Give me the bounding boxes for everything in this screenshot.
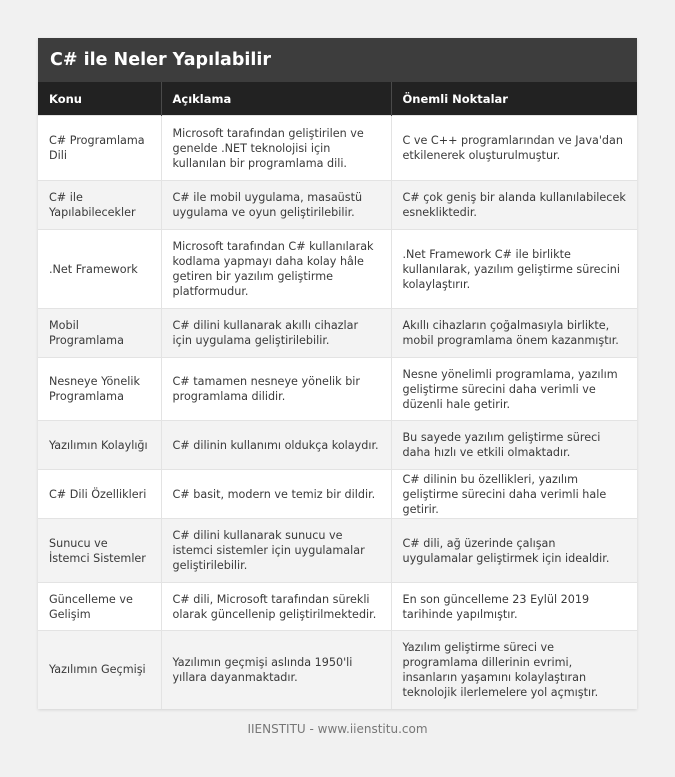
table-row [38, 116, 637, 181]
info-card [38, 38, 637, 709]
cell-onemli: Bu sayede yazılım geliştirme süreci daha hızlı ve etkili olmaktadır. [391, 421, 637, 470]
cell-konu: .Net Framework [38, 230, 161, 309]
table-row [38, 470, 637, 519]
cell-onemli: Yazılım geliştirme süreci ve programlama dillerinin evrimi, insanların yaşamını kolaylaştıran teknolojik ilerlemelere yol açmıştır. [391, 631, 637, 709]
column-header-onemli-noktalar: Önemli Noktalar [391, 82, 637, 116]
cell-konu: Yazılımın Kolaylığı [38, 421, 161, 470]
cell-aciklama: Yazılımın geçmişi aslında 1950'li yıllara dayanmaktadır. [161, 631, 391, 709]
cell-konu: C# Programlama Dili [38, 116, 161, 181]
cell-aciklama: C# ile mobil uygulama, masaüstü uygulama ve oyun geliştirilebilir. [161, 181, 391, 230]
table-row [38, 309, 637, 358]
data-table [38, 82, 637, 709]
table-row [38, 631, 637, 709]
cell-konu: C# ile Yapılabilecekler [38, 181, 161, 230]
table-row [38, 358, 637, 421]
table-row [38, 181, 637, 230]
cell-onemli: C# çok geniş bir alanda kullanılabilecek esnekliktedir. [391, 181, 637, 230]
cell-konu: Mobil Programlama [38, 309, 161, 358]
cell-onemli: C# dilinin bu özellikleri, yazılım geliştirme sürecini daha verimli hale getirir. [391, 470, 637, 519]
table-row [38, 583, 637, 631]
cell-onemli: C ve C++ programlarından ve Java'dan etkilenerek oluşturulmuştur. [391, 116, 637, 181]
cell-aciklama: C# dili, Microsoft tarafından sürekli olarak güncellenip geliştirilmektedir. [161, 583, 391, 631]
cell-konu: C# Dili Özellikleri [38, 470, 161, 519]
cell-konu: Güncelleme ve Gelişim [38, 583, 161, 631]
table-row [38, 519, 637, 583]
table-row [38, 421, 637, 470]
column-header-aciklama: Açıklama [161, 82, 391, 116]
column-header-konu: Konu [38, 82, 161, 116]
cell-aciklama: Microsoft tarafından C# kullanılarak kodlama yapmayı daha kolay hâle getiren bir yazılım geliştirme platformudur. [161, 230, 391, 309]
cell-konu: Sunucu ve İstemci Sistemler [38, 519, 161, 583]
table-row [38, 230, 637, 309]
cell-aciklama: C# dilini kullanarak sunucu ve istemci sistemler için uygulamalar geliştirilebilir. [161, 519, 391, 583]
cell-aciklama: C# dilini kullanarak akıllı cihazlar için uygulama geliştirilebilir. [161, 309, 391, 358]
cell-onemli: .Net Framework C# ile birlikte kullanılarak, yazılım geliştirme sürecini kolaylaştırır. [391, 230, 637, 309]
header-row [38, 82, 637, 116]
cell-aciklama: Microsoft tarafından geliştirilen ve genelde .NET teknolojisi için kullanılan bir programlama dili. [161, 116, 391, 181]
cell-onemli: C# dili, ağ üzerinde çalışan uygulamalar geliştirmek için idealdir. [391, 519, 637, 583]
cell-aciklama: C# dilinin kullanımı oldukça kolaydır. [161, 421, 391, 470]
cell-onemli: En son güncelleme 23 Eylül 2019 tarihinde yapılmıştır. [391, 583, 637, 631]
cell-aciklama: C# tamamen nesneye yönelik bir programlama dilidir. [161, 358, 391, 421]
cell-aciklama: C# basit, modern ve temiz bir dildir. [161, 470, 391, 519]
cell-onemli: Nesne yönelimli programlama, yazılım geliştirme sürecini daha verimli ve düzenli hale getirir. [391, 358, 637, 421]
cell-onemli: Akıllı cihazların çoğalmasıyla birlikte, mobil programlama önem kazanmıştır. [391, 309, 637, 358]
cell-konu: Yazılımın Geçmişi [38, 631, 161, 709]
cell-konu: Nesneye Yönelik Programlama [38, 358, 161, 421]
table-title: C# ile Neler Yapılabilir [38, 38, 637, 82]
footer-credit: IIENSTITU - www.iienstitu.com [247, 722, 428, 736]
